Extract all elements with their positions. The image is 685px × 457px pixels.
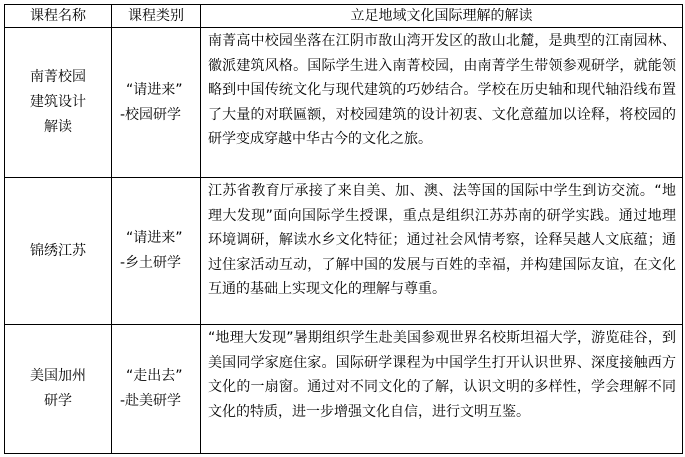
course-name-cell [5,178,112,325]
course-table [4,4,683,454]
course-name-line: 南菁校园 [30,69,86,85]
header-course-name: 课程名称 [5,5,112,28]
course-type-cell [112,28,201,178]
header-description: 立足地域文化国际理解的解读 [201,5,683,28]
course-type-line: “走出去” [126,368,183,384]
course-description: 江苏省教育厅承接了来自美、加、澳、法等国的国际中学生到访交流。“地理大发现”面向国际学生授课，重点是组织江苏苏南的研学实践。通过地理环境调研，解读水乡文化特征；通过社会风情考察，诠释吴越人文底蕴；通过住家活动互动，了解中国的发展与百姓的幸福，并构建国际友谊，在文化互通的基础上实现文化的理解与尊重。 [201,178,683,325]
course-name-line: 解读 [44,119,72,135]
course-type-line: “请进来” [126,81,183,98]
course-description: “地理大发现”暑期组织学生赴美国参观世界名校斯坦福大学，游览硅谷，到美国同学家庭住家。国际研学课程为中国学生打开认识世界、深度接触西方文化的一扇窗。通过对不同文化的了解，认识文明的多样性，学会理解不同文化的特质，进一步增强文化自信，进行文明互鉴。 [201,325,683,454]
table-row [5,325,683,454]
course-name-line: 建筑设计 [30,94,86,110]
course-name-line: 锦绣江苏 [30,242,86,259]
course-description: 南菁高中校园坐落在江阴市敔山湾开发区的敔山北麓，是典型的江南园林、徽派建筑风格。国际学生进入南菁校园，由南菁学生带领参观研学，就能领略到中国传统文化与现代建筑的巧妙结合。学校在历史轴和现代轴沿线布置了大量的对联匾额，对校园建筑的设计初衷、文化意蕴加以诠释，将校园的研学变成穿越中华古今的文化之旅。 [201,28,683,178]
course-type-cell [112,178,201,325]
header-course-type: 课程类别 [112,5,201,28]
course-type-line: -乡土研学 [120,255,182,271]
course-name-cell [5,28,112,178]
course-type-line: -校园研学 [120,106,182,123]
course-name-line: 研学 [44,393,72,409]
course-name-cell [5,325,112,454]
table-header-row [5,5,683,28]
course-type-cell [112,325,201,454]
table-row [5,178,683,325]
course-type-line: -赴美研学 [120,393,182,409]
course-type-line: “请进来” [126,230,183,246]
course-name-line: 美国加州 [30,368,86,384]
table-row [5,28,683,178]
